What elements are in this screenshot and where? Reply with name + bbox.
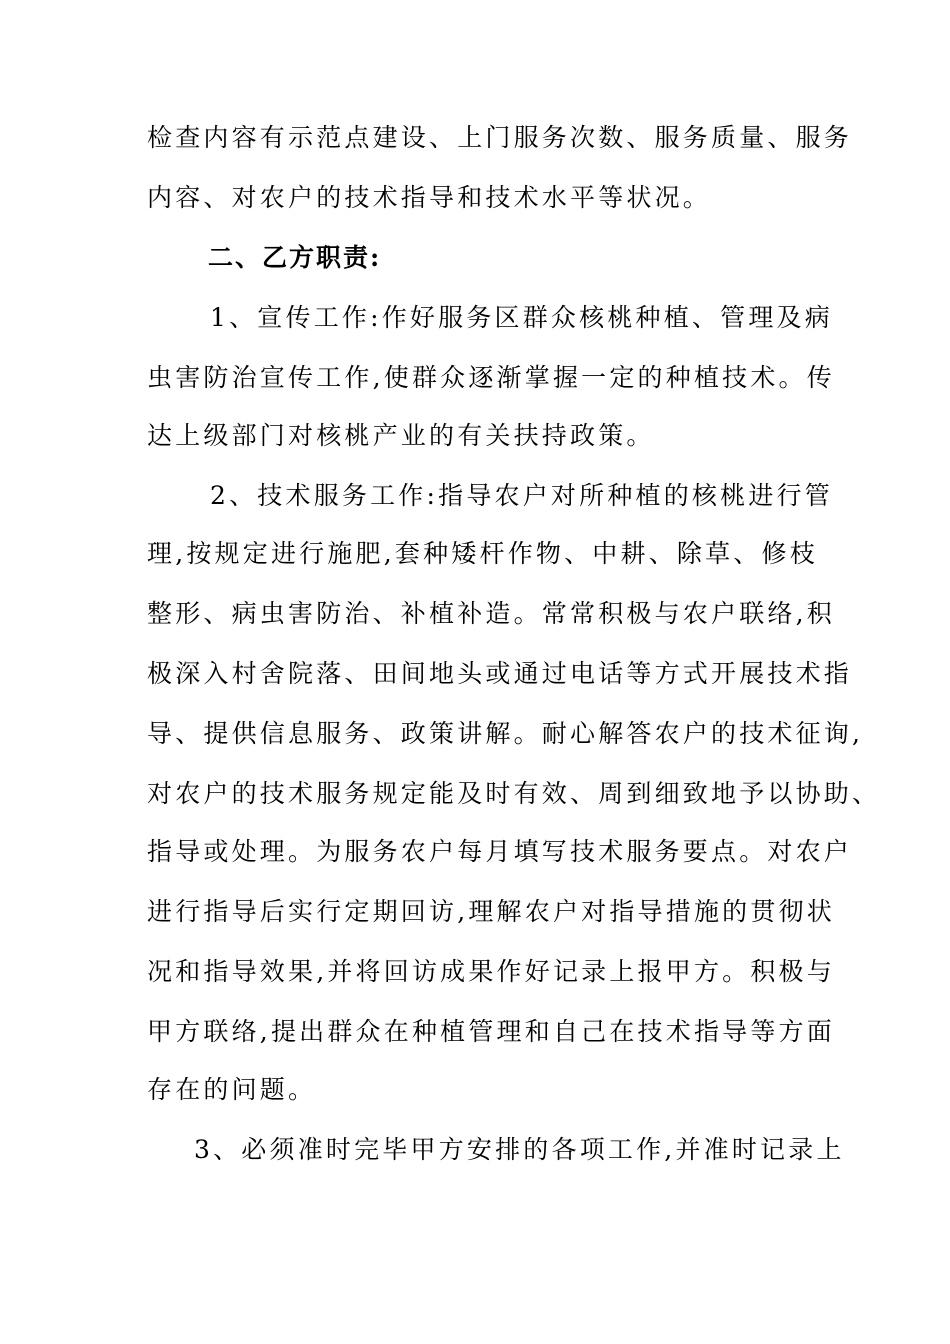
- section-heading: 二、乙方职责:: [208, 243, 382, 272]
- item-2-line-3: 整形、病虫害防治、补植补造。常常积极与农户联络,积: [147, 599, 835, 628]
- item-2-line-2: 理,按规定进行施肥,套种矮杆作物、中耕、除草、修枝: [147, 539, 818, 568]
- item-2-line-6: 对农户的技术服务规定能及时有效、周到细致地予以协助、: [147, 779, 881, 808]
- item-2-line-7: 指导或处理。为服务农户每月填写技术服务要点。对农户: [147, 837, 853, 866]
- item-1-line-3: 达上级部门对核桃产业的有关扶持政策。: [147, 421, 655, 450]
- item-2-line-11: 存在的问题。: [147, 1075, 317, 1104]
- item-3-line-1: 3、必须准时完毕甲方安排的各项工作,并准时记录上: [194, 1135, 845, 1164]
- item-1-line-1: 1、宣传工作:作好服务区群众核桃种植、管理及病: [210, 303, 833, 332]
- item-2-line-5: 导、提供信息服务、政策讲解。耐心解答农户的技术征询,: [147, 719, 864, 748]
- item-1-line-2: 虫害防治宣传工作,使群众逐渐掌握一定的种植技术。传: [147, 363, 835, 392]
- text-line-2: 内容、对农户的技术指导和技术水平等状况。: [147, 183, 712, 212]
- text-line-1: 检查内容有示范点建设、上门服务次数、服务质量、服务: [147, 123, 853, 152]
- item-2-line-4: 极深入村舍院落、田间地头或通过电话等方式开展技术指: [147, 659, 853, 688]
- item-2-line-9: 况和指导效果,并将回访成果作好记录上报甲方。积极与: [147, 957, 835, 986]
- item-2-line-10: 甲方联络,提出群众在种植管理和自己在技术指导等方面: [147, 1017, 835, 1046]
- item-2-line-8: 进行指导后实行定期回访,理解农户对指导措施的贯彻状: [147, 897, 835, 926]
- item-2-line-1: 2、技术服务工作:指导农户对所种植的核桃进行管: [210, 481, 833, 510]
